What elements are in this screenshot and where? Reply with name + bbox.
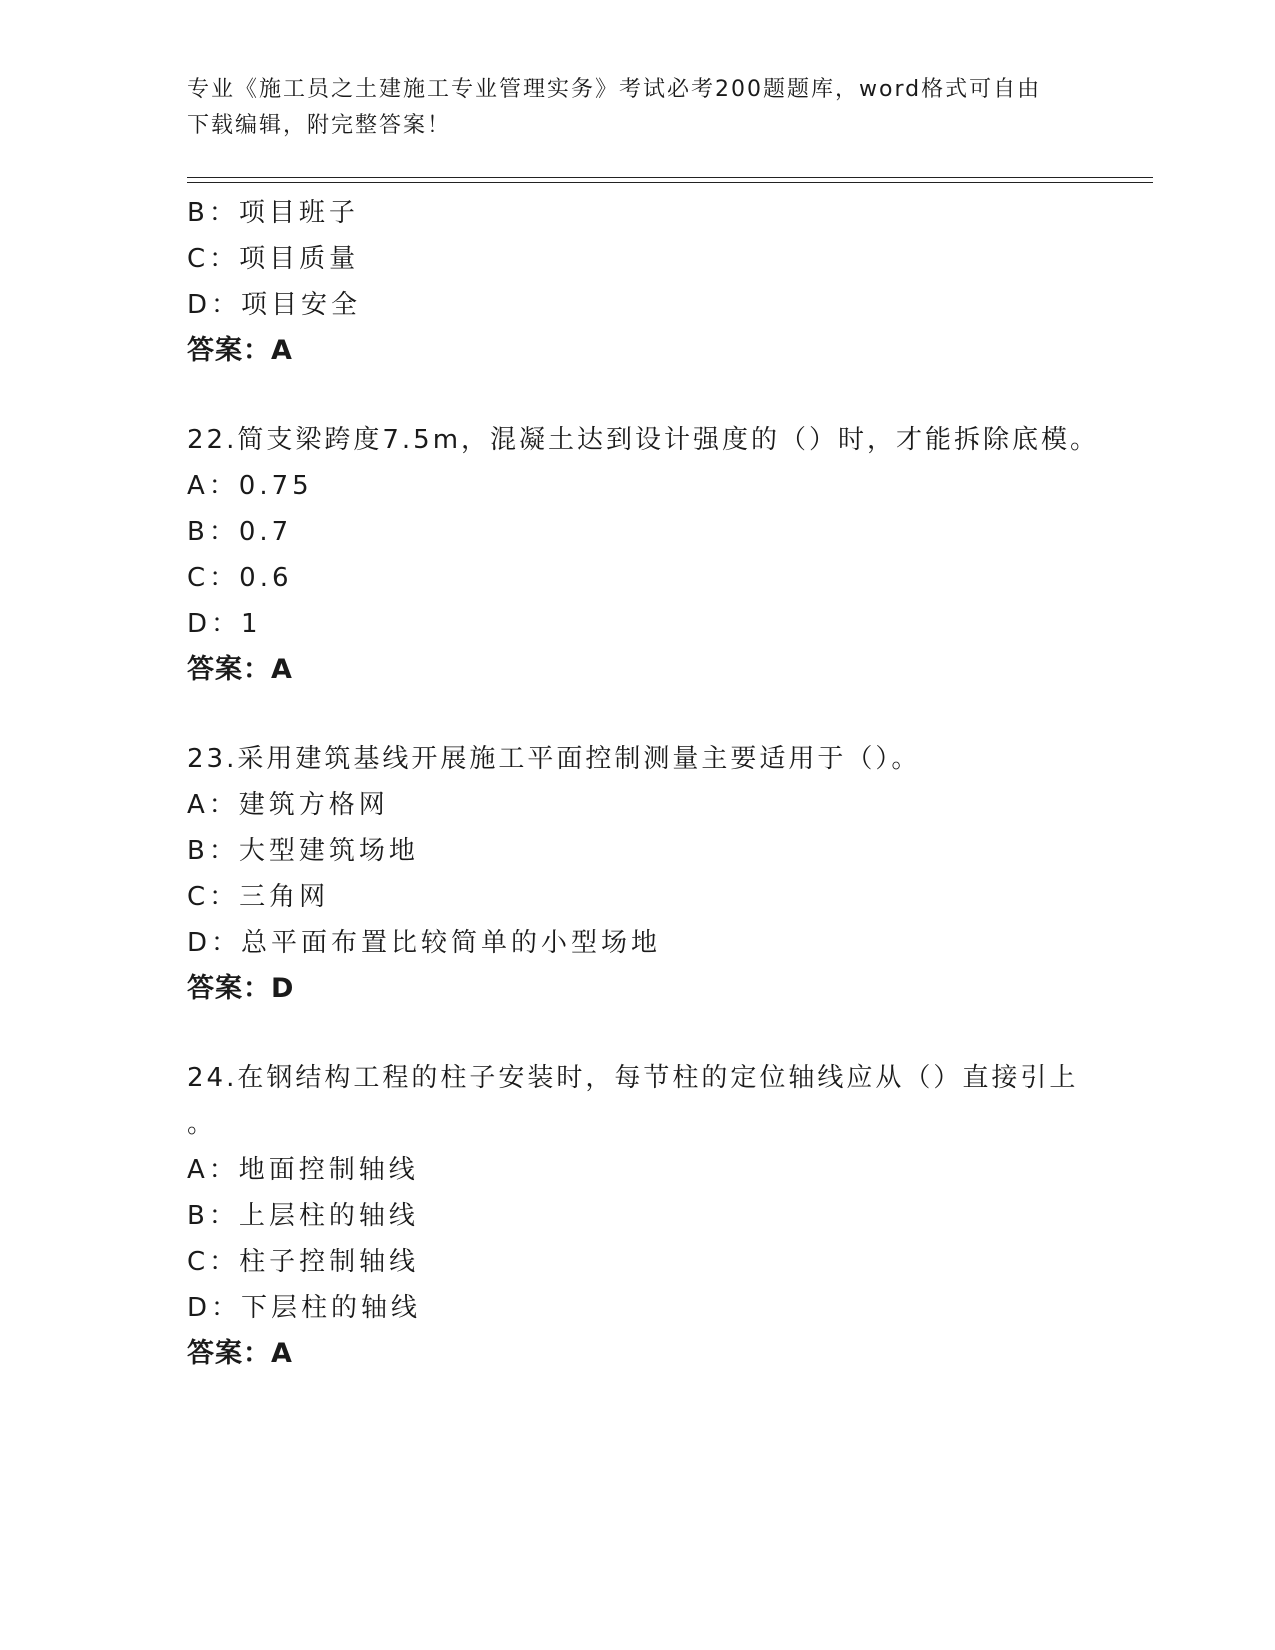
option-b: B：项目班子 — [187, 198, 359, 228]
option-d: D：下层柱的轴线 — [187, 1293, 422, 1323]
question-block-22 — [187, 417, 1100, 693]
answer-line: 答案：A — [187, 654, 293, 685]
option-d: D：总平面布置比较简单的小型场地 — [187, 928, 662, 958]
answer-line: 答案：A — [187, 1338, 293, 1369]
option-a: A：地面控制轴线 — [187, 1155, 419, 1185]
question-block-23 — [187, 736, 1087, 1012]
option-b: B：大型建筑场地 — [187, 836, 419, 866]
question-list — [187, 190, 1100, 1377]
question-text-continued: 。 — [187, 1109, 214, 1139]
option-d: D：1 — [187, 609, 262, 639]
option-a: A：0.75 — [187, 471, 313, 501]
option-d: D：项目安全 — [187, 290, 362, 320]
question-text: 24.在钢结构工程的柱子安装时，每节柱的定位轴线应从（）直接引上 — [187, 1063, 1079, 1093]
header-line-1: 专业《施工员之土建施工专业管理实务》考试必考200题题库，word格式可自由 — [187, 77, 1042, 102]
option-c: C：0.6 — [187, 563, 293, 593]
option-b: B：0.7 — [187, 517, 293, 547]
option-a: A：建筑方格网 — [187, 790, 389, 820]
answer-line: 答案：A — [187, 335, 293, 366]
option-b: B：上层柱的轴线 — [187, 1201, 419, 1231]
question-block-21 — [187, 190, 1087, 374]
option-c: C：项目质量 — [187, 244, 360, 274]
question-text: 22.简支梁跨度7.5m，混凝土达到设计强度的（）时，才能拆除底模。 — [187, 425, 1100, 455]
question-block-24 — [187, 1055, 1087, 1377]
question-text: 23.采用建筑基线开展施工平面控制测量主要适用于（）。 — [187, 744, 921, 774]
header-divider — [187, 177, 1153, 183]
header-line-2: 下载编辑，附完整答案！ — [187, 113, 452, 138]
answer-line: 答案：D — [187, 973, 295, 1004]
document-header — [187, 72, 1087, 144]
option-c: C：三角网 — [187, 882, 330, 912]
option-c: C：柱子控制轴线 — [187, 1247, 420, 1277]
